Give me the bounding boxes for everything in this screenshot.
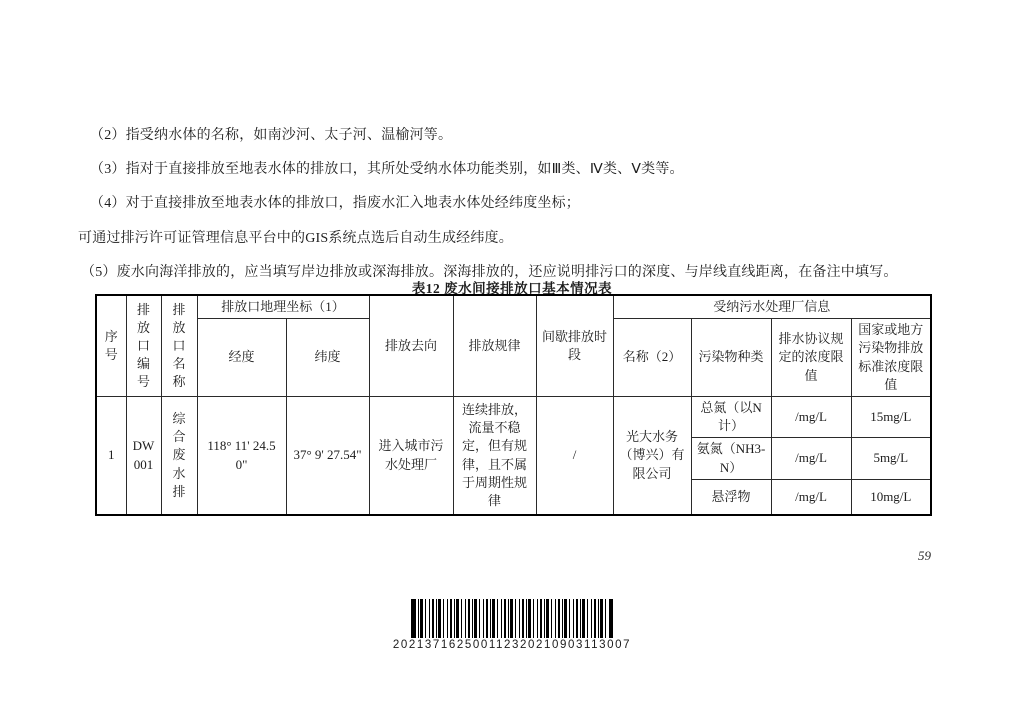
header-seq: 序号 bbox=[96, 295, 126, 396]
cell-wwtp-name: 光大水务（博兴）有限公司 bbox=[613, 396, 691, 515]
header-longitude: 经度 bbox=[197, 319, 286, 397]
header-direction: 排放去向 bbox=[369, 295, 453, 396]
cell-longitude: 118° 11' 24.50" bbox=[197, 396, 286, 515]
cell-outlet-name: 综合废水排 bbox=[161, 396, 197, 515]
cell-standard-limit: 15mg/L bbox=[851, 396, 931, 437]
header-standard-limit: 国家或地方污染物排放标准浓度限值 bbox=[851, 319, 931, 397]
cell-outlet-code: DW001 bbox=[126, 396, 161, 515]
note-4-continued: 可通过排污许可证管理信息平台中的GIS系统点选后自动生成经纬度。 bbox=[78, 231, 513, 246]
table-row bbox=[96, 396, 931, 437]
cell-pollutant-name: 氨氮（NH3-N） bbox=[691, 438, 771, 479]
header-pollutant-type: 污染物种类 bbox=[691, 319, 771, 397]
barcode-number: 202137162500112320210903113007 bbox=[392, 639, 632, 651]
header-intermittent: 间歇排放时段 bbox=[536, 295, 613, 396]
header-wwtp-name: 名称（2） bbox=[613, 319, 691, 397]
note-2: （2）指受纳水体的名称，如南沙河、太子河、温榆河等。 bbox=[90, 128, 453, 143]
cell-intermittent: / bbox=[536, 396, 613, 515]
header-outlet-code: 排放口编号 bbox=[126, 295, 161, 396]
cell-direction: 进入城市污水处理厂 bbox=[369, 396, 453, 515]
cell-agreement-limit: /mg/L bbox=[771, 479, 851, 515]
page-number: 59 bbox=[918, 548, 931, 563]
header-outlet-name: 排放口名称 bbox=[161, 295, 197, 396]
note-3: （3）指对于直接排放至地表水体的排放口，其所处受纳水体功能类别，如Ⅲ类、Ⅳ类、Ⅴ类等。 bbox=[90, 162, 684, 177]
header-latitude: 纬度 bbox=[286, 319, 369, 397]
note-5: （5）废水向海洋排放的，应当填写岸边排放或深海排放。深海排放的，还应说明排污口的深度、与岸线直线距离，在备注中填写。 bbox=[81, 265, 898, 280]
cell-seq: 1 bbox=[96, 396, 126, 515]
cell-standard-limit: 10mg/L bbox=[851, 479, 931, 515]
cell-agreement-limit: /mg/L bbox=[771, 396, 851, 437]
header-agreement-limit: 排水协议规定的浓度限值 bbox=[771, 319, 851, 397]
cell-agreement-limit: /mg/L bbox=[771, 438, 851, 479]
cell-pollutant-name: 悬浮物 bbox=[691, 479, 771, 515]
discharge-outlet-table bbox=[95, 294, 932, 516]
cell-standard-limit: 5mg/L bbox=[851, 438, 931, 479]
cell-latitude: 37° 9' 27.54" bbox=[286, 396, 369, 515]
barcode-bars-image bbox=[411, 599, 613, 638]
barcode bbox=[0, 599, 1024, 651]
note-4: （4）对于直接排放至地表水体的排放口，指废水汇入地表水体处经纬度坐标； bbox=[90, 196, 580, 211]
table-title: 表12 废水间接排放口基本情况表 bbox=[411, 281, 613, 296]
cell-pollutant-name: 总氮（以N计） bbox=[691, 396, 771, 437]
header-pattern: 排放规律 bbox=[453, 295, 536, 396]
header-wwtp-group: 受纳污水处理厂信息 bbox=[613, 295, 931, 319]
header-geo-group: 排放口地理坐标（1） bbox=[197, 295, 369, 319]
cell-pattern: 连续排放，流量不稳定，但有规律，且不属于周期性规律 bbox=[453, 396, 536, 515]
